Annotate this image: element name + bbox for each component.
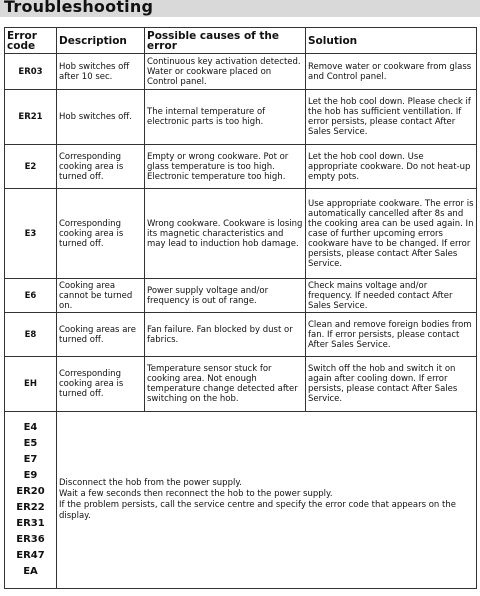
header-bar	[0, 0, 480, 17]
description-cell: Corresponding cooking area is turned off.	[57, 189, 145, 279]
instruction-line: Disconnect the hob from the power supply.	[59, 478, 242, 488]
error-code: ER47	[16, 550, 45, 561]
error-code-list	[5, 412, 57, 589]
description-cell: Hob switches off.	[57, 90, 145, 145]
table-row	[5, 313, 477, 357]
solution-cell: Let the hob cool down. Use appropriate cookware. Do not heat-up empty pots.	[306, 145, 477, 189]
page-title: Troubleshooting	[4, 0, 154, 16]
causes-cell: Wrong cookware. Cookware is losing its magnetic characteristics and may lead to induction hob damage.	[145, 189, 306, 279]
header-solution: Solution	[306, 28, 477, 54]
solution-cell: Let the hob cool down. Please check if the hob has sufficient ventillation. If error persists, please contact After Sales Service.	[306, 90, 477, 145]
description-cell: Cooking areas are turned off.	[57, 313, 145, 357]
error-code: ER36	[16, 534, 45, 545]
table-row	[5, 279, 477, 313]
header-description: Description	[57, 28, 145, 54]
solution-cell: Clean and remove foreign bodies from fan. If error persists, please contact After Sales Service.	[306, 313, 477, 357]
error-code: E5	[23, 438, 38, 449]
table-row	[5, 189, 477, 279]
solution-cell: Use appropriate cookware. The error is automatically cancelled after 8s and the cooking area can be used again. In case of further upcoming errors cookware have to be changed. If error persists, please contact After Sales Service.	[306, 189, 477, 279]
description-cell: Corresponding cooking area is turned off.	[57, 145, 145, 189]
description-cell: Cooking area cannot be turned on.	[57, 279, 145, 313]
solution-cell: Remove water or cookware from glass and Control panel.	[306, 54, 477, 90]
error-code: EA	[23, 566, 38, 577]
header-causes: Possible causes of the error	[145, 28, 306, 54]
table-header-row	[5, 28, 477, 54]
header-error-code: Error code	[5, 28, 57, 54]
error-code: E3	[5, 189, 57, 279]
table-row	[5, 357, 477, 412]
table-row	[5, 145, 477, 189]
causes-cell: Continuous key activation detected. Water or cookware placed on Control panel.	[145, 54, 306, 90]
instruction-line: Wait a few seconds then reconnect the hob to the power supply.	[59, 489, 333, 499]
error-code: ER22	[16, 502, 45, 513]
table-row	[5, 412, 477, 589]
error-code: ER31	[16, 518, 45, 529]
error-code: E7	[23, 454, 38, 465]
causes-cell: The internal temperature of electronic parts is too high.	[145, 90, 306, 145]
error-code: ER21	[5, 90, 57, 145]
error-code: ER03	[5, 54, 57, 90]
error-code: E2	[5, 145, 57, 189]
description-cell: Hob switches off after 10 sec.	[57, 54, 145, 90]
description-cell: Corresponding cooking area is turned off.	[57, 357, 145, 412]
solution-cell: Switch off the hob and switch it on again after cooling down. If error persists, please contact After Sales Service.	[306, 357, 477, 412]
error-code: ER20	[16, 486, 45, 497]
error-code: E6	[5, 279, 57, 313]
troubleshooting-table	[4, 27, 477, 589]
general-instructions	[57, 412, 477, 589]
error-code: E4	[23, 422, 38, 433]
instruction-line: If the problem persists, call the service centre and specify the error code that appears on the display.	[59, 500, 456, 521]
solution-cell: Check mains voltage and/or frequency. If needed contact After Sales Service.	[306, 279, 477, 313]
error-code: E8	[5, 313, 57, 357]
error-code: EH	[5, 357, 57, 412]
causes-cell: Empty or wrong cookware. Pot or glass temperature is too high. Electronic temperature too high.	[145, 145, 306, 189]
causes-cell: Power supply voltage and/or frequency is out of range.	[145, 279, 306, 313]
table-row	[5, 54, 477, 90]
causes-cell: Temperature sensor stuck for cooking area. Not enough temperature change detected after switching on the hob.	[145, 357, 306, 412]
table-row	[5, 90, 477, 145]
causes-cell: Fan failure. Fan blocked by dust or fabrics.	[145, 313, 306, 357]
error-code: E9	[23, 470, 38, 481]
